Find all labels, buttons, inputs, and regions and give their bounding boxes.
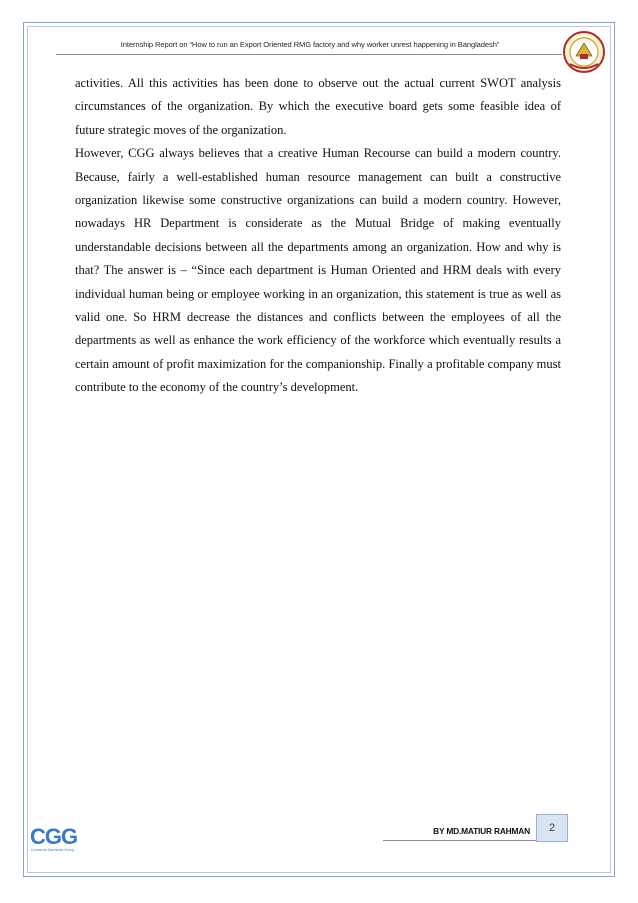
running-header: Internship Report on “How to run an Export Oriented RMG factory and why worker unrest happening in Bangladesh” <box>120 40 500 49</box>
paragraph: activities. All this activities has been done to observe out the actual current SWOT analysis circumstances of the organization. By which the executive board gets some feasible idea of future strategic moves of the organization. <box>75 76 561 137</box>
footer-author: BY MD.MATIUR RAHMAN <box>433 826 530 836</box>
page-number: 2 <box>536 814 568 842</box>
body-text <box>75 72 561 400</box>
header-divider <box>56 54 562 55</box>
footer-divider <box>383 840 537 841</box>
paragraph: However, CGG always believes that a creative Human Recourse can build a modern country. Because, fairly a well-established human resource management can built a constructive organization likewise some constructive organizations can build a modern country. However, nowadays HR Department is considerate as the Mutual Bridge of making eventually understandable decisions between all the departments among an organization. How and why is that? The answer is – “Since each department is Human Oriented and HRM deals with every individual human being or employee working in an organization, this statement is true as well as valid one. So HRM decrease the distances and conflicts between the employees of all the departments as well as enhance the work efficiency of the workforce which eventually results a certain amount of profit maximization for the companionship. Finally a profitable company must contribute to the economy of the country’s development. <box>75 146 561 395</box>
cgg-logo-subtext: Concorde Garments Group <box>31 848 75 852</box>
cgg-logo-text: CGG <box>30 824 78 849</box>
university-seal-icon <box>562 30 606 74</box>
cgg-logo <box>28 820 84 854</box>
